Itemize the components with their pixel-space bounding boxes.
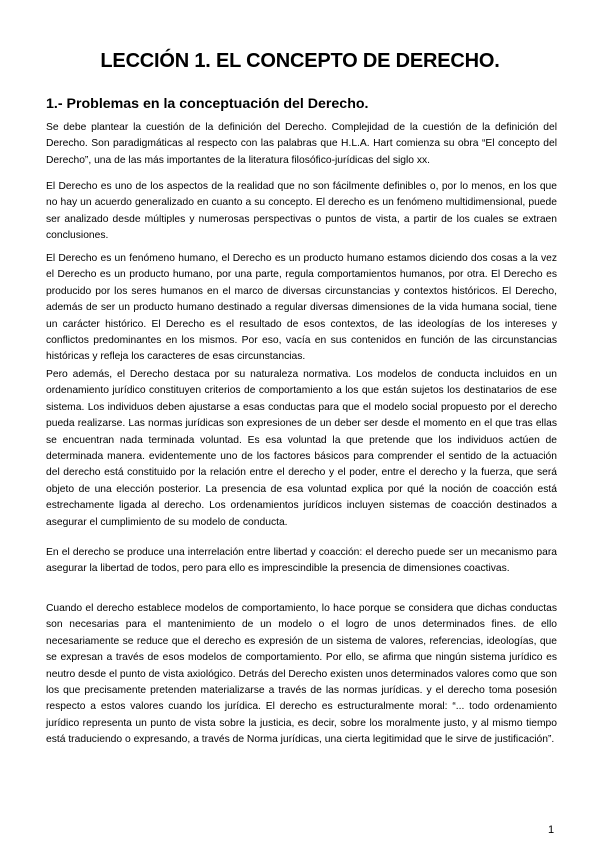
paragraph: Cuando el derecho establece modelos de comportamiento, lo hace porque se considera que dichas conductas son necesarias para el mantenimiento de un modelo o el logro de unos determinados fines. de ello necesariamente se reduce que el derecho es expresión de un sistema de valores, referencias, ideologías, que se expresan a través de esos modelos de comportamiento. Por ello, se afirma que ningún sistema jurídico es neutro desde el punto de vista axiológico. Detrás del Derecho existen unos determinados valores como que son los que precisamente pretenden materializarse a través de las normas jurídicas. y el derecho toma posesión respecto a estos valores cuando los jurídica. El derecho es estructuralmente moral: “... todo ordenamiento jurídico representa un punto de vista sobre la justicia, es decir, sobre los moralmente justo, y al mismo tiempo está traduciendo o expresando, a través de Norma jurídicas, una cierta legitimidad que le sirve de justificación”. (46, 603, 557, 746)
paragraph: Se debe plantear la cuestión de la definición del Derecho. Complejidad de la cuestión de la definición del Derecho. Son paradigmáticas al respecto con las palabras que H.L.A. Hart comienza su obra “El concepto del Derecho”, una de las más importantes de la literatura filosófico-jurídicas del siglo xx. (46, 122, 557, 166)
paragraph: El Derecho es un fenómeno humano, el Derecho es un producto humano estamos diciendo dos cosas a la vez el Derecho es un producto humano, por una parte, regula comportamientos humanos, por otra. El Derecho es producido por los seres humanos en el marco de diversas circunstancias y contextos históricos. El Derecho, además de ser un producto humano destinado a regular diversas dimensiones de la vida humana social, tiene un carácter histórico. El Derecho es el resultado de esos contextos, de las ideologías de los intereses y conflictos predominantes en los mismos. Por eso, vacía en sus contenidos en función de las circunstancias históricas y refleja los caracteres de esas circunstancias. (46, 253, 557, 363)
section-heading: 1.- Problemas en la conceptuación del Derecho. (46, 96, 369, 112)
page-title: LECCIÓN 1. EL CONCEPTO DE DERECHO. (100, 50, 500, 72)
paragraph: En el derecho se produce una interrelación entre libertad y coacción: el derecho puede ser un mecanismo para asegurar la libertad de todos, pero para ello es imprescindible la presencia de dimensiones coactivas. (46, 547, 557, 575)
page-number: 1 (548, 824, 555, 836)
paragraph: El Derecho es uno de los aspectos de la realidad que no son fácilmente definibles o, por lo menos, en los que no hay un acuerdo generalizado en cuanto a su concepto. El derecho es un fenómeno multidimensional, puede ser analizado desde múltiples y numerosas perspectivas o puntos de vista, a partir de los cuales se extraen conclusiones. (46, 181, 557, 242)
paragraph: Pero además, el Derecho destaca por su naturaleza normativa. Los modelos de conducta incluidos en un ordenamiento jurídico constituyen criterios de comportamiento a los que están sujetos los destinatarios de ese sistema. Los individuos deben ajustarse a esas conductas para que el modelo social propuesto por el derecho pueda realizarse. Las normas jurídicas son expresiones de un deber ser desde el momento en el que tras ellas se encuentran nada terminada voluntad. Es esa voluntad la que pretende que los individuos actúen de determinada manera. evidentemente uno de los factores básicos para comprender el sentido de la actuación del derecho está constituido por la relación entre el derecho y el poder, entre el derecho y la fuerza, que será objeto de una elección posterior. La presencia de esa voluntad explica por qué la noción de coacción está estrechamente ligada al derecho. Los ordenamientos jurídicos incluyen sistemas de coacción destinados a asegurar el cumplimiento de su modelo de conducta. (46, 369, 557, 528)
